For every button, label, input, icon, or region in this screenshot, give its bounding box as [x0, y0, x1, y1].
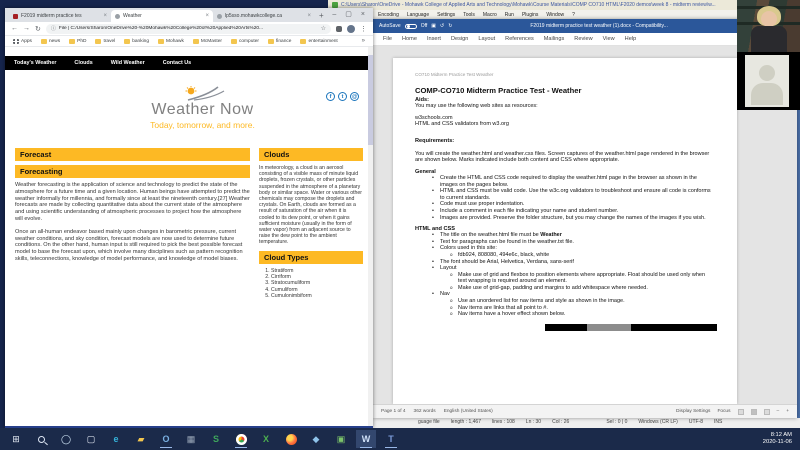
bookmarks-overflow-icon[interactable]: »	[361, 38, 365, 44]
doc-aids-text: You may use the following web sites as resources:	[415, 103, 538, 109]
notepadpp-status-segment: INS	[714, 418, 723, 425]
word-document-title: F2019 midterm practice test weather (1).docx - Compatibility...	[530, 23, 668, 29]
notepadpp-status-segment: Sel : 0 | 0	[606, 418, 628, 425]
edge-icon[interactable]: e	[113, 433, 119, 444]
word-page[interactable]	[393, 58, 737, 404]
notepadpp-status-segment: Ln : 30	[525, 418, 542, 425]
chrome-toolbar	[5, 22, 373, 36]
bookmark-item[interactable]: computer	[231, 39, 259, 44]
ribbon-tab[interactable]: Design	[450, 36, 469, 42]
folder-icon	[231, 39, 237, 44]
word-ribbon-tabs	[373, 33, 797, 46]
forecast-paragraph-1: Weather forecasting is the application of science and technology to predict the state of the atmosphere for a future time and a given location. Human beings have attempted to predict the weather informally for millennia, and formally since at least the nineteenth century.[27] Weather forecasts are made by collecting quantitative data about the current state of the atmosphere and using scientific understanding of atmospheric processes to project how the atmosphere will evolve.	[15, 182, 250, 222]
doc-requirements-text: You will create the weather.html and weather.css files. Screen captures of the weather.html page rendered in the browser are shown below. Marks indicated include both content and CSS where appropriate.	[415, 150, 710, 164]
webcam-video-tile[interactable]	[737, 0, 800, 52]
clock-date: 2020-11-06	[762, 439, 792, 445]
weather-social-icons	[326, 92, 359, 101]
access-icon[interactable]: ◆	[312, 433, 320, 444]
bookmark-item[interactable]: entertainment	[300, 39, 337, 44]
excel-icon[interactable]: X	[262, 433, 269, 444]
close-tab-icon[interactable]: ×	[103, 13, 107, 19]
word-statusbar	[373, 404, 797, 418]
close-tab-icon[interactable]: ×	[307, 13, 311, 19]
forecast-heading: Forecast	[15, 148, 250, 161]
notepadpp-menu-item[interactable]: Plugins	[521, 11, 539, 18]
browser-tab[interactable]: F2019 midterm practice tes ×	[9, 10, 111, 22]
save-icon[interactable]: ▣	[431, 23, 436, 29]
forecast-column	[15, 148, 250, 300]
doc-title: COMP-CO710 Midterm Practice Test - Weather	[415, 86, 582, 95]
browser-tab[interactable]: lp5sso.mohawkcollege.ca ×	[213, 10, 315, 22]
doc-bullet: o Use an unordered list for nav items and style as shown in the image.	[449, 298, 715, 305]
bookmark-item[interactable]: travel	[95, 39, 115, 44]
profile-avatar[interactable]	[347, 25, 355, 33]
doc-page-header: CO710 Midterm Practice Test Weather	[415, 72, 494, 77]
reload-icon[interactable]: ↻	[35, 25, 41, 33]
word-titlebar	[373, 19, 797, 33]
file-explorer-icon[interactable]: ▰	[137, 433, 145, 444]
chrome-icon[interactable]	[231, 430, 251, 448]
forecast-paragraph-2: Once an all-human endeavor based mainly upon changes in barometric pressure, current weather conditions, and sky condition, forecast models are now used to determine future conditions. On the other hand, human input is still required to pick the best possible forecast model to base the forecast upon, which involve many disciplines such as pattern recognition skills, teleconnections, knowledge of model performance, and knowledge of model biases.	[15, 228, 243, 262]
folder-icon	[41, 39, 47, 44]
avatar-torso	[751, 83, 783, 105]
ribbon-tab[interactable]: Review	[574, 36, 593, 42]
word-word-count[interactable]: 362 words	[413, 409, 436, 414]
notepadpp-menubar	[328, 10, 797, 19]
photos-icon[interactable]: ▣	[336, 433, 346, 444]
word-canvas	[373, 46, 797, 404]
doc-requirements-label: Requirements:	[415, 137, 455, 144]
doc-bullet: • Include a comment in each file indicating your name and student number.	[431, 208, 715, 215]
url-text: File | C:/Users/Sharon/OneDrive%20-%20Mohawk%20College%20of%20Applied%20Arts%20...	[58, 26, 264, 31]
weather-nav-item[interactable]: Contact Us	[162, 60, 192, 66]
ribbon-tab[interactable]: Insert	[426, 36, 441, 42]
avatar-head	[759, 65, 775, 81]
close-button[interactable]: ×	[360, 11, 365, 18]
folder-icon	[13, 39, 19, 44]
notepadpp-title-text: C:\Users\Sharon\OneDrive - Mohawk College of Applied Arts and Technology\Mohawk\Course Materials\COMP CO710 HTML\F2020 demos\week 8 - midterm review\w...	[341, 2, 716, 8]
folder-icon	[69, 39, 75, 44]
weather-brand-title: Weather Now	[151, 101, 254, 118]
doc-bullet: • The title on the weather.html file must be Weather	[431, 232, 715, 239]
teams-icon[interactable]: T	[381, 430, 401, 448]
chrome-window	[5, 8, 373, 428]
bookmark-item[interactable]: Mohawk	[158, 39, 184, 44]
taskbar	[0, 428, 800, 450]
taskbar-clock[interactable]	[763, 432, 800, 446]
cloud-type-item: 2. Cirriform	[271, 274, 363, 280]
cloud-type-item: 4. Cumuliform	[271, 287, 363, 293]
autosave-state: Off	[420, 23, 428, 29]
word-window	[373, 19, 797, 418]
notepadpp-menu-item[interactable]: Settings	[437, 11, 456, 18]
outlook-icon[interactable]: O	[156, 430, 176, 448]
chrome-tabstrip	[5, 8, 373, 22]
folder-icon	[124, 39, 130, 44]
doc-bullet: • Images are provided. Preserve the folder structure, but you may change the names of the images if you wish.	[431, 215, 715, 222]
chrome-menu-icon[interactable]: ⋮	[360, 25, 367, 33]
page-info-icon[interactable]: ⓘ	[50, 26, 56, 32]
twitter-icon[interactable]: t	[338, 92, 347, 101]
notepadpp-titlebar	[328, 0, 740, 10]
print-layout-icon[interactable]	[751, 409, 757, 415]
word-focus-button[interactable]: Focus	[717, 409, 731, 414]
doc-bullet: o fdb924, 808080, 494e6c, black, white	[449, 252, 715, 259]
clouds-text: In meteorology, a cloud is an aerosol consisting of a visible mass of minute liquid droplets, frozen crystals, or other particles suspended in the atmosphere of a planetary body or similar space. Water or various other chemicals may compose the droplets and crystals. On Earth, clouds are formed as a result of saturation of the air when it is cooled to its dew point, or when it gains sufficient moisture (usually in the form of water vapor) from an adjacent source to raise the dew point to the ambient temperature.	[259, 165, 363, 246]
sharepoint-icon[interactable]: S	[212, 433, 219, 444]
doc-htmlcss-label: HTML and CSS	[415, 226, 455, 233]
folder-icon	[193, 39, 199, 44]
weather-nav	[5, 56, 373, 70]
calculator-icon[interactable]: ▦	[186, 433, 196, 444]
doc-bullet: • Colors used in this site:	[431, 245, 715, 252]
notepadpp-menu-item[interactable]: Window	[546, 11, 565, 18]
folder-icon	[300, 39, 306, 44]
ribbon-tab[interactable]: View	[602, 36, 615, 42]
doc-bullet: • Create the HTML and CSS code required to display the weather.html page in the browser as shown in the images on the pages below.	[431, 175, 715, 188]
doc-resources	[415, 115, 715, 128]
doc-nav-image-hover-item	[587, 324, 631, 331]
bookmark-item[interactable]: McMaster	[193, 39, 222, 44]
bookmark-item[interactable]: Apps	[13, 39, 32, 44]
tab-favicon	[13, 14, 18, 19]
cloud-type-item: 3. Stratocumuliform	[271, 280, 363, 286]
weather-page	[5, 47, 373, 426]
bookmark-star-icon[interactable]: ☆	[320, 26, 326, 32]
notepadpp-status-segment: length : 1,467	[450, 418, 481, 425]
notepadpp-menu-item[interactable]: Language	[406, 11, 430, 18]
doc-aids-label: Aids:	[415, 97, 429, 103]
notepadpp-status-segment: Windows (CR LF)	[638, 418, 678, 425]
word-display-settings[interactable]: Display Settings	[676, 409, 711, 414]
doc-resource-line: HTML and CSS validators from w3.org	[415, 121, 509, 128]
notepadpp-menu-item[interactable]: Run	[504, 11, 514, 18]
doc-bullet: • Layout	[431, 265, 715, 272]
doc-general-bullets	[415, 175, 715, 221]
email-icon[interactable]: @	[351, 93, 358, 100]
minimize-button[interactable]: –	[332, 11, 337, 18]
bookmark-item[interactable]: finance	[268, 39, 291, 44]
doc-nav-image	[545, 324, 717, 331]
autosave-label: AutoSave	[379, 23, 401, 29]
ribbon-tab[interactable]: File	[383, 36, 393, 42]
folder-icon	[158, 39, 164, 44]
scrollbar-thumb[interactable]	[368, 55, 373, 145]
doc-bullet: o Nav items are links that all point to #.	[449, 305, 715, 312]
weather-nav-item[interactable]: Clouds	[74, 60, 93, 66]
doc-bullet: o Nav items have a hover effect shown below.	[449, 311, 715, 318]
notepadpp-menu-item[interactable]: Encoding	[378, 11, 399, 18]
weather-logo-icon	[180, 86, 226, 101]
start-icon[interactable]: ⊞	[12, 433, 20, 444]
clock-time: 8:12 AM	[770, 432, 792, 438]
browser-tab[interactable]: Weather ×	[111, 10, 213, 22]
notepadpp-menu-item[interactable]: Tools	[463, 11, 475, 18]
doc-bullet: • Nav	[431, 291, 715, 298]
address-bar[interactable]	[46, 24, 331, 34]
bookmark-item[interactable]: banking	[124, 39, 149, 44]
forward-icon[interactable]: →	[23, 25, 30, 32]
ribbon-tab[interactable]: Help	[624, 36, 637, 42]
weather-tagline: Today, tomorrow, and more.	[150, 120, 255, 130]
page-scrollbar[interactable]	[368, 47, 373, 426]
close-tab-icon[interactable]: ×	[205, 13, 209, 19]
notepadpp-status-segment: UTF-8	[688, 418, 703, 425]
word-icon[interactable]: W	[356, 430, 376, 448]
notepadpp-status-segment: Col : 26	[552, 418, 570, 425]
doc-bullet: • Code must use proper indentation.	[431, 201, 715, 208]
doc-bullet: • Text for paragraphs can be found in the weather.txt file.	[431, 239, 715, 246]
undo-icon[interactable]: ↺	[440, 23, 445, 29]
doc-htmlcss-bullets	[415, 232, 715, 318]
tab-favicon	[217, 14, 222, 19]
search-icon[interactable]	[31, 430, 51, 448]
notepadpp-status-segment: lines : 108	[492, 418, 515, 425]
bookmark-item[interactable]: news	[41, 39, 60, 44]
doc-bullet: o Make use of grid and flexbox to position elements where appropriate. Float should be used only when text wrapping is required around an element.	[449, 272, 715, 285]
notepadpp-menu-item[interactable]: ?	[572, 11, 575, 18]
word-page-count[interactable]: Page 1 of 4	[381, 409, 406, 414]
new-tab-button[interactable]: +	[319, 11, 324, 20]
ribbon-tab[interactable]: References	[505, 36, 534, 42]
web-layout-icon[interactable]	[764, 409, 770, 415]
ribbon-tab[interactable]: Layout	[478, 36, 496, 42]
tab-favicon	[115, 14, 120, 19]
doc-resource-line: w3schools.com	[415, 114, 453, 121]
zoom-in-button[interactable]: +	[786, 409, 789, 414]
cloud-type-item: 1. Stratiform	[271, 268, 363, 274]
task-view-icon[interactable]: ▢	[86, 433, 96, 444]
notepadpp-status-segment: guage file	[418, 418, 440, 425]
ribbon-tab[interactable]: Home	[402, 36, 417, 42]
firefox-icon[interactable]	[281, 430, 301, 448]
doc-bullet: • The font should be Arial, Helvetica, Verdana, sans-serif	[431, 259, 715, 266]
cortana-icon[interactable]: ◯	[60, 433, 72, 444]
doc-bullet: • HTML and CSS must be valid code. Use the w3c.org validators to troubleshoot and ensure all code is conforms to current standards.	[431, 188, 715, 201]
clouds-heading: Clouds	[259, 148, 363, 161]
weather-header	[5, 70, 373, 146]
doc-bullet: o Make use of grid-gap, padding and margins to add whitespace where needed.	[449, 285, 715, 292]
cloud-types-list	[259, 268, 363, 300]
participant-face	[761, 11, 777, 27]
extension-icon[interactable]	[336, 26, 342, 32]
bookmark-item[interactable]: PhD	[69, 39, 86, 44]
ribbon-tab[interactable]: Mailings	[543, 36, 565, 42]
clouds-column	[259, 148, 363, 300]
word-language[interactable]: English (United States)	[443, 409, 493, 414]
autosave-toggle[interactable]	[405, 24, 417, 29]
doc-general-label: General	[415, 168, 436, 175]
video-call-panel	[737, 0, 800, 110]
folder-icon	[95, 39, 101, 44]
maximize-button[interactable]: ▢	[345, 11, 352, 18]
forecasting-heading: Forecasting	[15, 165, 250, 178]
read-mode-icon[interactable]	[738, 409, 744, 415]
bookmarks-bar	[5, 36, 373, 47]
weather-logo	[79, 86, 326, 130]
back-icon[interactable]: ←	[11, 25, 18, 32]
cloud-type-item: 5. Cumulonimbiform	[271, 293, 363, 299]
weather-nav-item[interactable]: Today's Weather	[14, 60, 57, 66]
facebook-icon[interactable]: f	[326, 92, 335, 101]
cloud-types-heading: Cloud Types	[259, 251, 363, 264]
folder-icon	[268, 39, 274, 44]
notepadpp-menu-item[interactable]: Macro	[482, 11, 497, 18]
zoom-out-button[interactable]: –	[776, 409, 780, 414]
weather-nav-item[interactable]: Wild Weather	[110, 60, 145, 66]
redo-icon[interactable]: ↻	[448, 23, 453, 29]
participant-avatar-placeholder[interactable]	[745, 55, 789, 107]
